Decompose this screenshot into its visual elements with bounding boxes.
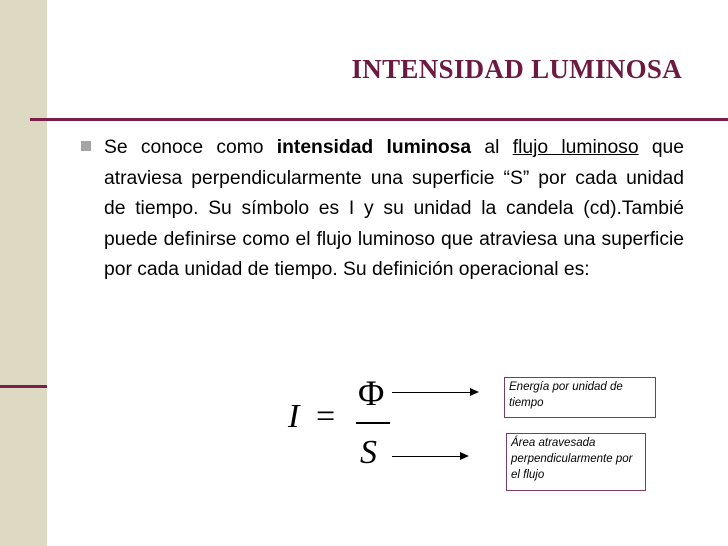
definition-paragraph [104,133,684,286]
numerator-arrow-icon [470,388,479,396]
formula-numerator: Φ [358,373,385,413]
left-band-accent-line [0,385,47,388]
formula-denominator: S [360,434,377,471]
flujo-luminoso-link[interactable]: flujo luminoso [512,137,639,158]
paragraph-text-3: que atraviesa perpendicularmente una superficie “S” por cada unidad de tiempo. Su símbolo es I y su unidad la candela (cd).Tambié puede definirse como el flujo luminoso que atraviesa una superficie por cada unidad de tiempo. Su definición operacional es: [104,137,685,280]
formula-lhs: I [288,398,300,435]
left-decorative-band [0,0,47,546]
numerator-arrow-line [392,392,472,393]
title-divider [30,118,728,121]
paragraph-text-2: al [471,137,513,158]
paragraph-text-1: Se conoce como [104,137,277,158]
fraction-bar [356,422,390,424]
bullet-square-icon [81,141,91,151]
denominator-note-box: Área atravesada perpendicularmente por el flujo [506,433,646,491]
paragraph-bold-term: intensidad luminosa [276,137,472,158]
numerator-note-box: Energía por unidad de tiempo [504,377,656,418]
intensity-formula [280,360,430,490]
denominator-arrow-icon [460,452,469,460]
formula-equals: = [316,398,336,435]
slide-title: INTENSIDAD LUMINOSA [351,54,682,84]
denominator-arrow-line [392,456,462,457]
